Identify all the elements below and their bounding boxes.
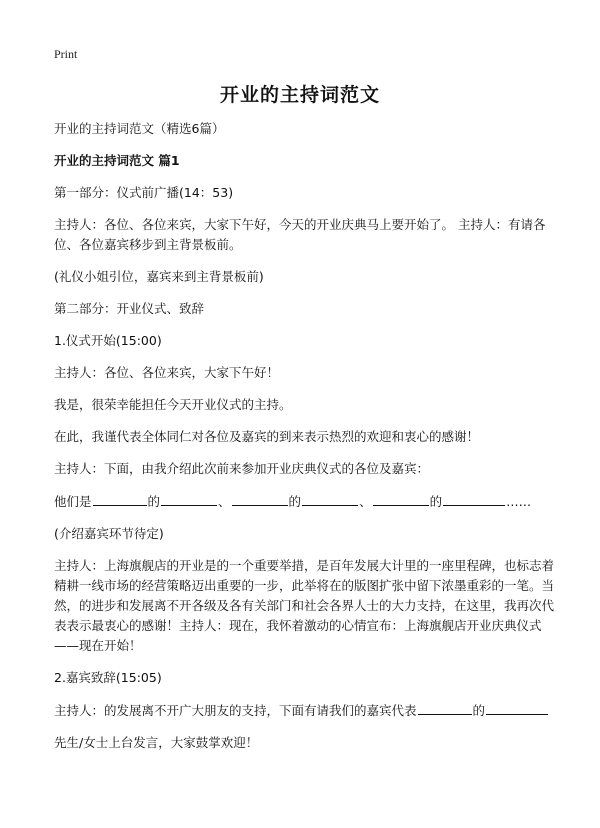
paragraph: 我是，很荣幸能担任今天开业仪式的主持。 [54, 397, 292, 412]
section-heading: 开业的主持词范文 篇1 [54, 153, 180, 168]
document-subtitle: 开业的主持词范文（精选6篇） [54, 121, 225, 136]
text-fragment: 主持人：的发展离不开广大朋友的支持，下面有请我们的嘉宾代表 [54, 703, 417, 718]
fill-blank [486, 700, 548, 715]
fill-blank [443, 491, 505, 506]
text-fragment: 的 [429, 494, 443, 509]
text-fragment: 的 [472, 703, 486, 718]
fill-blank [302, 491, 358, 506]
fill-blank [93, 491, 147, 506]
paragraph: 主持人：上海旗舰店的开业是的一个重要举措，是百年发展大计里的一座里程碑，也标志着精耕一线市场的经营策略迈出重要的一步，此举将在的版图扩张中留下浓墨重彩的一笔。当然，的进步和发展离不开各级及各有关部门和社会各界人士的大力支持，在这里，我再次代表表示最衷心的感谢！主持人：现在，我怀着激动的心情宣布：上海旗舰店开业庆典仪式——现在开始！ [54, 558, 555, 653]
paragraph: 主持人：各位、各位来宾，大家下午好，今天的开业庆典马上要开始了。 主持人：有请各位、各位嘉宾移步到主背景板前。 [54, 217, 546, 252]
document-body [54, 119, 554, 765]
fill-blank [232, 491, 288, 506]
paragraph: 主持人：下面，由我介绍此次前来参加开业庆典仪式的各位及嘉宾： [54, 461, 430, 476]
guest-list-paragraph [54, 491, 554, 512]
text-fragment: …… [506, 494, 532, 509]
paragraph: 主持人：各位、各位来宾，大家下午好！ [54, 365, 280, 380]
paragraph: 在此，我谨代表全体同仁对各位及嘉宾的到来表示热烈的欢迎和衷心的感谢！ [54, 429, 480, 444]
text-fragment: 的 [147, 494, 161, 509]
paragraph: 先生/女士上台发言，大家鼓掌欢迎！ [54, 735, 259, 750]
fill-blank [418, 700, 472, 715]
paragraph: 2.嘉宾致辞(15:05) [54, 670, 162, 685]
document-title: 开业的主持词范文 [219, 84, 380, 106]
paragraph: (介绍嘉宾环节待定) [54, 526, 164, 541]
paragraph: 第一部分：仪式前广播(14：53) [54, 185, 234, 200]
text-fragment: 的 [288, 494, 302, 509]
text-fragment: 他们是 [54, 494, 92, 509]
paragraph: 第二部分：开业仪式、致辞 [54, 301, 205, 316]
fill-blank [161, 491, 217, 506]
paragraph: 1.仪式开始(15:00) [54, 333, 162, 348]
print-label: Print [54, 47, 78, 61]
text-fragment: 、 [218, 494, 231, 509]
paragraph: (礼仪小姐引位，嘉宾来到主背景板前) [54, 269, 264, 284]
guest-speaker-paragraph [54, 700, 554, 721]
text-fragment: 、 [359, 494, 372, 509]
fill-blank [373, 491, 429, 506]
